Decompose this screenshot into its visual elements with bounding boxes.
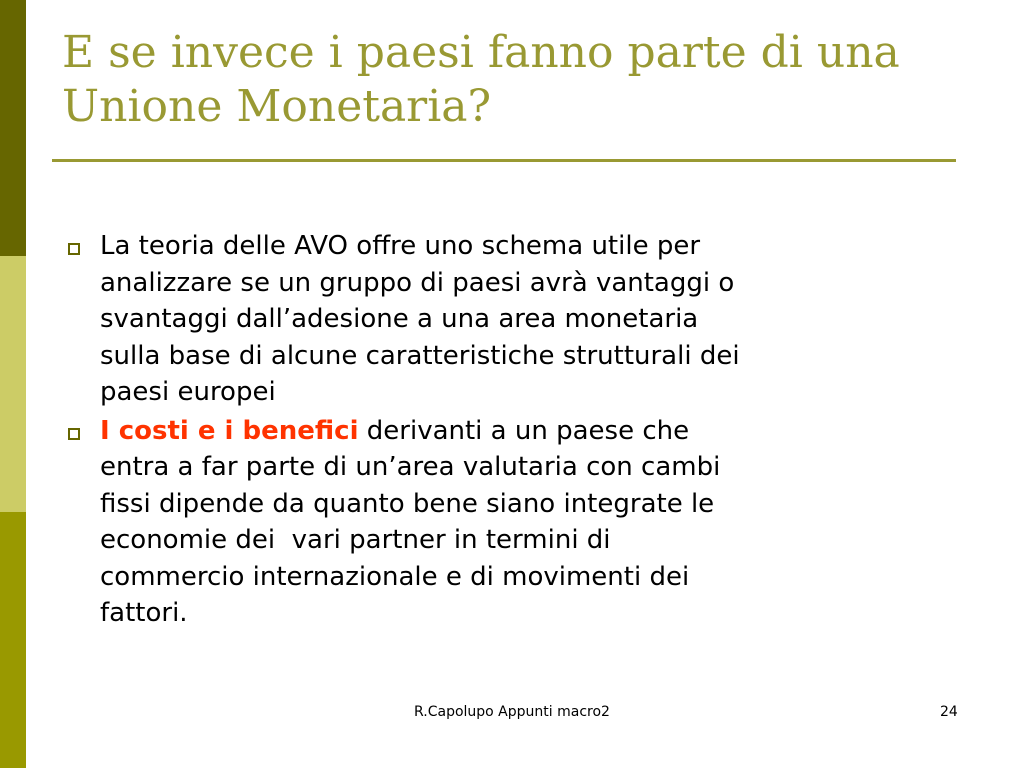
footer-author: R.Capolupo Appunti macro2: [414, 704, 610, 720]
bullet-list: [62, 228, 962, 634]
bullet-2-line-1: [100, 413, 962, 450]
bullet-2-line-6: fattori.: [100, 598, 188, 628]
page-number: 24: [940, 704, 958, 720]
bullet-item-2: [62, 413, 962, 632]
bullet-2-line-1-rest: derivanti a un paese che: [358, 415, 690, 446]
bullet-1-line-2: analizzare se un gruppo di paesi avrà vantaggi o: [100, 267, 735, 298]
bullet-1-line-5: paesi europei: [100, 377, 276, 407]
square-bullet-icon: [68, 428, 80, 440]
bullet-2-line-2: entra a far parte di un’area valutaria con cambi: [100, 452, 721, 482]
bullet-2-line-5: commercio internazionale e di movimenti dei: [100, 561, 690, 592]
side-bar-dark: [0, 0, 26, 256]
slide-title: [62, 26, 962, 134]
bullet-text-2: [100, 413, 962, 632]
side-bar-olive: [0, 512, 26, 768]
side-bar-light: [0, 256, 26, 512]
title-line-2: Unione Monetaria?: [62, 81, 492, 132]
title-line-1: E se invece i paesi fanno parte di una: [62, 27, 900, 78]
square-bullet-icon: [68, 243, 80, 255]
bullet-1-line-3: svantaggi dall’adesione a una area monetaria: [100, 304, 699, 334]
bullet-2-line-3: fissi dipende da quanto bene siano integrate le: [100, 488, 715, 519]
title-divider: [52, 159, 956, 162]
bullet-2-line-4: economie dei vari partner in termini di: [100, 525, 611, 555]
bullet-text-1: [100, 228, 962, 411]
bullet-1-line-4: sulla base di alcune caratteristiche strutturali dei: [100, 340, 740, 371]
bullet-1-line-1: La teoria delle AVO offre uno schema utile per: [100, 231, 701, 261]
bullet-item-1: [62, 228, 962, 411]
highlighted-phrase: I costi e i benefici: [100, 415, 359, 446]
